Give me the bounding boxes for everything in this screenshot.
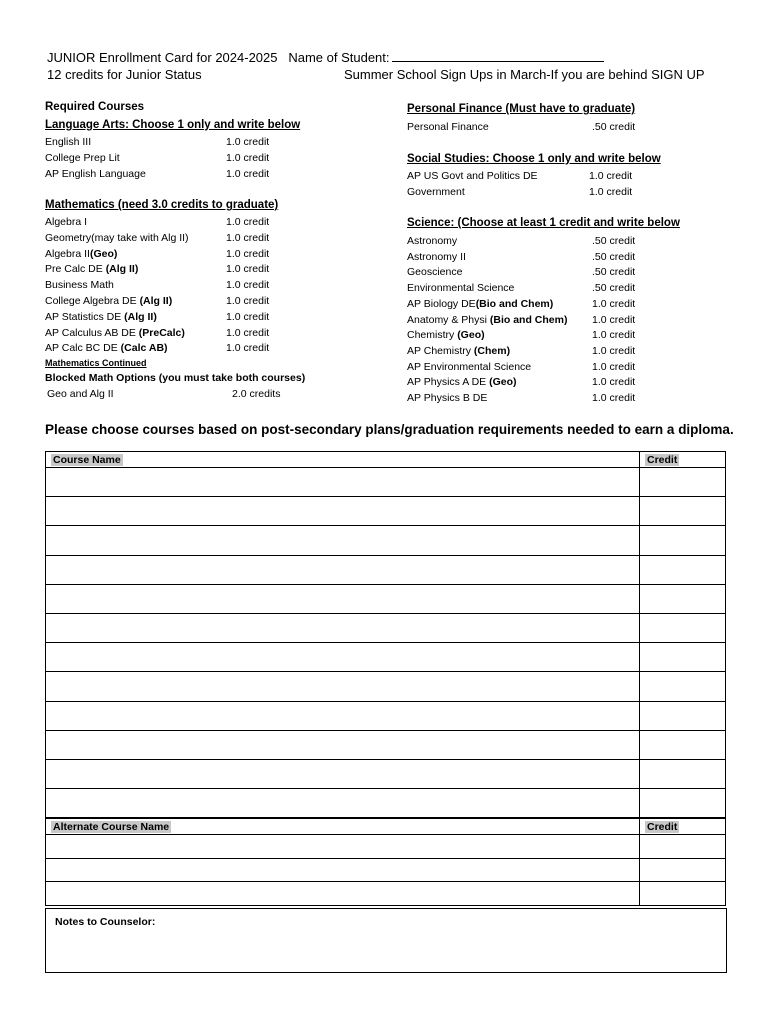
summer-school-note: Summer School Sign Ups in March-If you are behind SIGN UP bbox=[344, 67, 705, 82]
course-name: Geo and Alg II bbox=[47, 388, 114, 400]
course-name bbox=[407, 345, 510, 357]
course-name-text: Chemistry bbox=[407, 329, 458, 342]
course-credit: 1.0 credit bbox=[226, 310, 270, 323]
credit-cell[interactable] bbox=[640, 468, 726, 497]
course-name-cell[interactable] bbox=[46, 555, 640, 584]
credit-cell[interactable] bbox=[640, 701, 726, 730]
course-name bbox=[407, 329, 485, 341]
table-header-row bbox=[46, 452, 726, 468]
course-credit: 1.0 credit bbox=[226, 168, 270, 180]
course-name-text: Geometry(may take with Alg II) bbox=[45, 231, 189, 244]
course-name-text: Business Math bbox=[45, 279, 114, 292]
table-row bbox=[46, 789, 726, 818]
course-name-text: Anatomy & Physi bbox=[407, 313, 490, 326]
table-row bbox=[46, 835, 726, 859]
course-name-text: English III bbox=[45, 136, 92, 148]
credit-header: Credit bbox=[640, 452, 726, 468]
course-credit: 1.0 credit bbox=[226, 295, 270, 307]
course-credit: 1.0 credit bbox=[592, 376, 636, 389]
credit-header: Credit bbox=[640, 819, 726, 835]
course-name-text: College Prep Lit bbox=[45, 152, 120, 164]
alternate-course-table bbox=[45, 818, 726, 906]
form-title-line bbox=[47, 49, 604, 65]
personal-finance-heading: Personal Finance (Must have to graduate) bbox=[407, 103, 636, 115]
credit-cell[interactable] bbox=[640, 730, 726, 759]
course-name bbox=[45, 342, 168, 354]
course-credit: 1.0 credit bbox=[589, 186, 633, 198]
course-name bbox=[45, 232, 189, 244]
course-credit: 1.0 credit bbox=[592, 360, 636, 373]
course-name bbox=[407, 298, 553, 310]
course-credit: 1.0 credit bbox=[226, 152, 270, 164]
course-credit: 1.0 credit bbox=[226, 279, 270, 292]
table-row bbox=[46, 613, 726, 642]
course-name-cell[interactable] bbox=[46, 584, 640, 613]
course-credit: 1.0 credit bbox=[226, 247, 270, 260]
course-name-text: Government bbox=[407, 186, 465, 198]
course-credit: 1.0 credit bbox=[589, 170, 633, 182]
credit-cell[interactable] bbox=[640, 789, 726, 818]
course-credit: 1.0 credit bbox=[592, 392, 636, 404]
course-credit: .50 credit bbox=[592, 250, 636, 263]
course-name-text: Geoscience bbox=[407, 266, 463, 279]
notes-to-counselor-box[interactable] bbox=[45, 908, 727, 973]
course-name-text: AP English Language bbox=[45, 168, 146, 180]
credit-cell[interactable] bbox=[640, 672, 726, 701]
course-name bbox=[407, 235, 457, 247]
course-name bbox=[407, 361, 531, 373]
prerequisite: (Calc AB) bbox=[120, 342, 168, 355]
table-row bbox=[46, 701, 726, 730]
course-name bbox=[45, 216, 87, 228]
course-name bbox=[45, 168, 146, 180]
course-name-cell[interactable] bbox=[46, 882, 640, 906]
prerequisite: (Alg II) bbox=[124, 310, 157, 323]
prerequisite: (Geo) bbox=[457, 329, 485, 342]
course-name-cell[interactable] bbox=[46, 835, 640, 859]
credit-cell[interactable] bbox=[640, 584, 726, 613]
instructions: Please choose courses based on post-secondary plans/graduation requirements needed to earn a diploma. bbox=[45, 422, 734, 437]
course-credit: 1.0 credit bbox=[592, 313, 636, 326]
table-row bbox=[46, 526, 726, 555]
course-name-text: Pre Calc DE bbox=[45, 263, 106, 276]
course-credit: 1.0 credit bbox=[226, 342, 270, 355]
course-name-cell[interactable] bbox=[46, 497, 640, 526]
required-courses-heading: Required Courses bbox=[45, 101, 145, 113]
course-credit: 1.0 credit bbox=[592, 297, 636, 310]
credits-status: 12 credits for Junior Status bbox=[47, 67, 202, 82]
course-name-cell[interactable] bbox=[46, 789, 640, 818]
course-credit: 1.0 credit bbox=[592, 344, 636, 357]
course-name-text: College Algebra DE bbox=[45, 295, 140, 307]
course-name bbox=[407, 186, 465, 198]
table-row bbox=[46, 584, 726, 613]
table-row bbox=[46, 759, 726, 788]
course-name bbox=[45, 295, 172, 307]
course-name: Personal Finance bbox=[407, 121, 489, 133]
course-name bbox=[407, 170, 538, 182]
credit-cell[interactable] bbox=[640, 613, 726, 642]
course-name-text: Astronomy II bbox=[407, 250, 466, 263]
course-credit: 2.0 credits bbox=[232, 388, 281, 400]
course-name bbox=[407, 314, 567, 326]
course-name-text: AP Calc BC DE bbox=[45, 342, 121, 355]
course-name bbox=[407, 266, 462, 278]
course-credit: .50 credit bbox=[592, 235, 636, 247]
table-row bbox=[46, 672, 726, 701]
course-name-cell[interactable] bbox=[46, 701, 640, 730]
table-row bbox=[46, 882, 726, 906]
mathematics-heading: Mathematics (need 3.0 credits to graduate) bbox=[45, 199, 279, 211]
mathematics-continued-label: Mathematics Continued bbox=[45, 358, 147, 368]
student-name-field[interactable] bbox=[392, 49, 604, 62]
prerequisite: (Geo) bbox=[489, 376, 517, 389]
course-name-text: Algebra II bbox=[45, 247, 90, 260]
course-name-text: AP Calculus AB DE bbox=[45, 326, 139, 339]
course-name-cell[interactable] bbox=[46, 468, 640, 497]
course-name-text: AP Physics A DE bbox=[407, 376, 490, 389]
prerequisite: (Bio and Chem) bbox=[475, 297, 554, 310]
language-arts-heading: Language Arts: Choose 1 only and write below bbox=[45, 119, 301, 131]
blocked-math-heading: Blocked Math Options (you must take both courses) bbox=[45, 372, 306, 384]
course-name bbox=[45, 136, 91, 148]
table-row bbox=[46, 730, 726, 759]
credit-cell[interactable] bbox=[640, 526, 726, 555]
prerequisite: (Chem) bbox=[473, 344, 511, 357]
course-name bbox=[45, 327, 185, 339]
course-credit: .50 credit bbox=[592, 282, 636, 295]
course-credit: 1.0 credit bbox=[226, 263, 270, 276]
course-table bbox=[45, 451, 726, 818]
prerequisite: (PreCalc) bbox=[138, 326, 185, 339]
course-name-cell[interactable] bbox=[46, 526, 640, 555]
course-name-cell[interactable] bbox=[46, 672, 640, 701]
course-credit: 1.0 credit bbox=[226, 136, 270, 148]
table-row bbox=[46, 468, 726, 497]
course-name bbox=[407, 392, 487, 404]
course-name-text: Algebra I bbox=[45, 216, 88, 228]
alternate-course-name-header: Alternate Course Name bbox=[46, 819, 640, 835]
course-credit: 1.0 credit bbox=[226, 216, 270, 228]
student-name-label: Name of Student: bbox=[288, 50, 390, 65]
course-credit: 1.0 credit bbox=[226, 231, 270, 244]
credit-cell[interactable] bbox=[640, 759, 726, 788]
table-row bbox=[46, 643, 726, 672]
table-row bbox=[46, 497, 726, 526]
course-name-cell[interactable] bbox=[46, 730, 640, 759]
table-header-row bbox=[46, 819, 726, 835]
course-credit: 1.0 credit bbox=[592, 329, 636, 342]
course-name-cell[interactable] bbox=[46, 858, 640, 882]
course-name-cell[interactable] bbox=[46, 613, 640, 642]
prerequisite: (Bio and Chem) bbox=[489, 313, 568, 326]
course-name-text: AP US Govt and Politics DE bbox=[407, 170, 538, 182]
form-title: JUNIOR Enrollment Card for 2024-2025 bbox=[47, 50, 278, 65]
course-name-text: Astronomy bbox=[407, 235, 458, 247]
course-name-text: AP Biology DE bbox=[407, 297, 476, 310]
course-name bbox=[45, 311, 157, 323]
course-name bbox=[407, 251, 466, 263]
course-name-header: Course Name bbox=[46, 452, 640, 468]
course-name bbox=[45, 279, 114, 291]
credit-cell[interactable] bbox=[640, 555, 726, 584]
course-credit: 1.0 credit bbox=[226, 326, 270, 339]
course-name-text: AP Chemistry bbox=[407, 344, 474, 357]
course-credit: .50 credit bbox=[592, 121, 636, 133]
course-name-text: AP Physics B DE bbox=[407, 392, 488, 404]
credit-cell[interactable] bbox=[640, 643, 726, 672]
course-name bbox=[407, 282, 514, 294]
credit-cell[interactable] bbox=[640, 497, 726, 526]
table-row bbox=[46, 555, 726, 584]
notes-label: Notes to Counselor: bbox=[55, 916, 156, 928]
credit-cell[interactable] bbox=[640, 882, 726, 906]
science-heading: Science: (Choose at least 1 credit and write below bbox=[407, 217, 680, 229]
course-name-text: AP Environmental Science bbox=[407, 360, 532, 373]
table-row bbox=[46, 858, 726, 882]
course-name bbox=[45, 263, 138, 275]
course-name bbox=[45, 248, 117, 260]
course-name-text: AP Statistics DE bbox=[45, 310, 125, 323]
course-name bbox=[45, 152, 120, 164]
course-name-text: Environmental Science bbox=[407, 282, 515, 295]
course-credit: .50 credit bbox=[592, 266, 636, 279]
prerequisite: (Alg II) bbox=[105, 263, 139, 276]
prerequisite: (Geo) bbox=[89, 247, 118, 260]
credit-cell[interactable] bbox=[640, 835, 726, 859]
social-studies-heading: Social Studies: Choose 1 only and write below bbox=[407, 153, 661, 165]
credit-cell[interactable] bbox=[640, 858, 726, 882]
prerequisite: (Alg II) bbox=[139, 295, 173, 307]
course-name bbox=[407, 376, 517, 388]
course-name-cell[interactable] bbox=[46, 643, 640, 672]
course-name-cell[interactable] bbox=[46, 759, 640, 788]
